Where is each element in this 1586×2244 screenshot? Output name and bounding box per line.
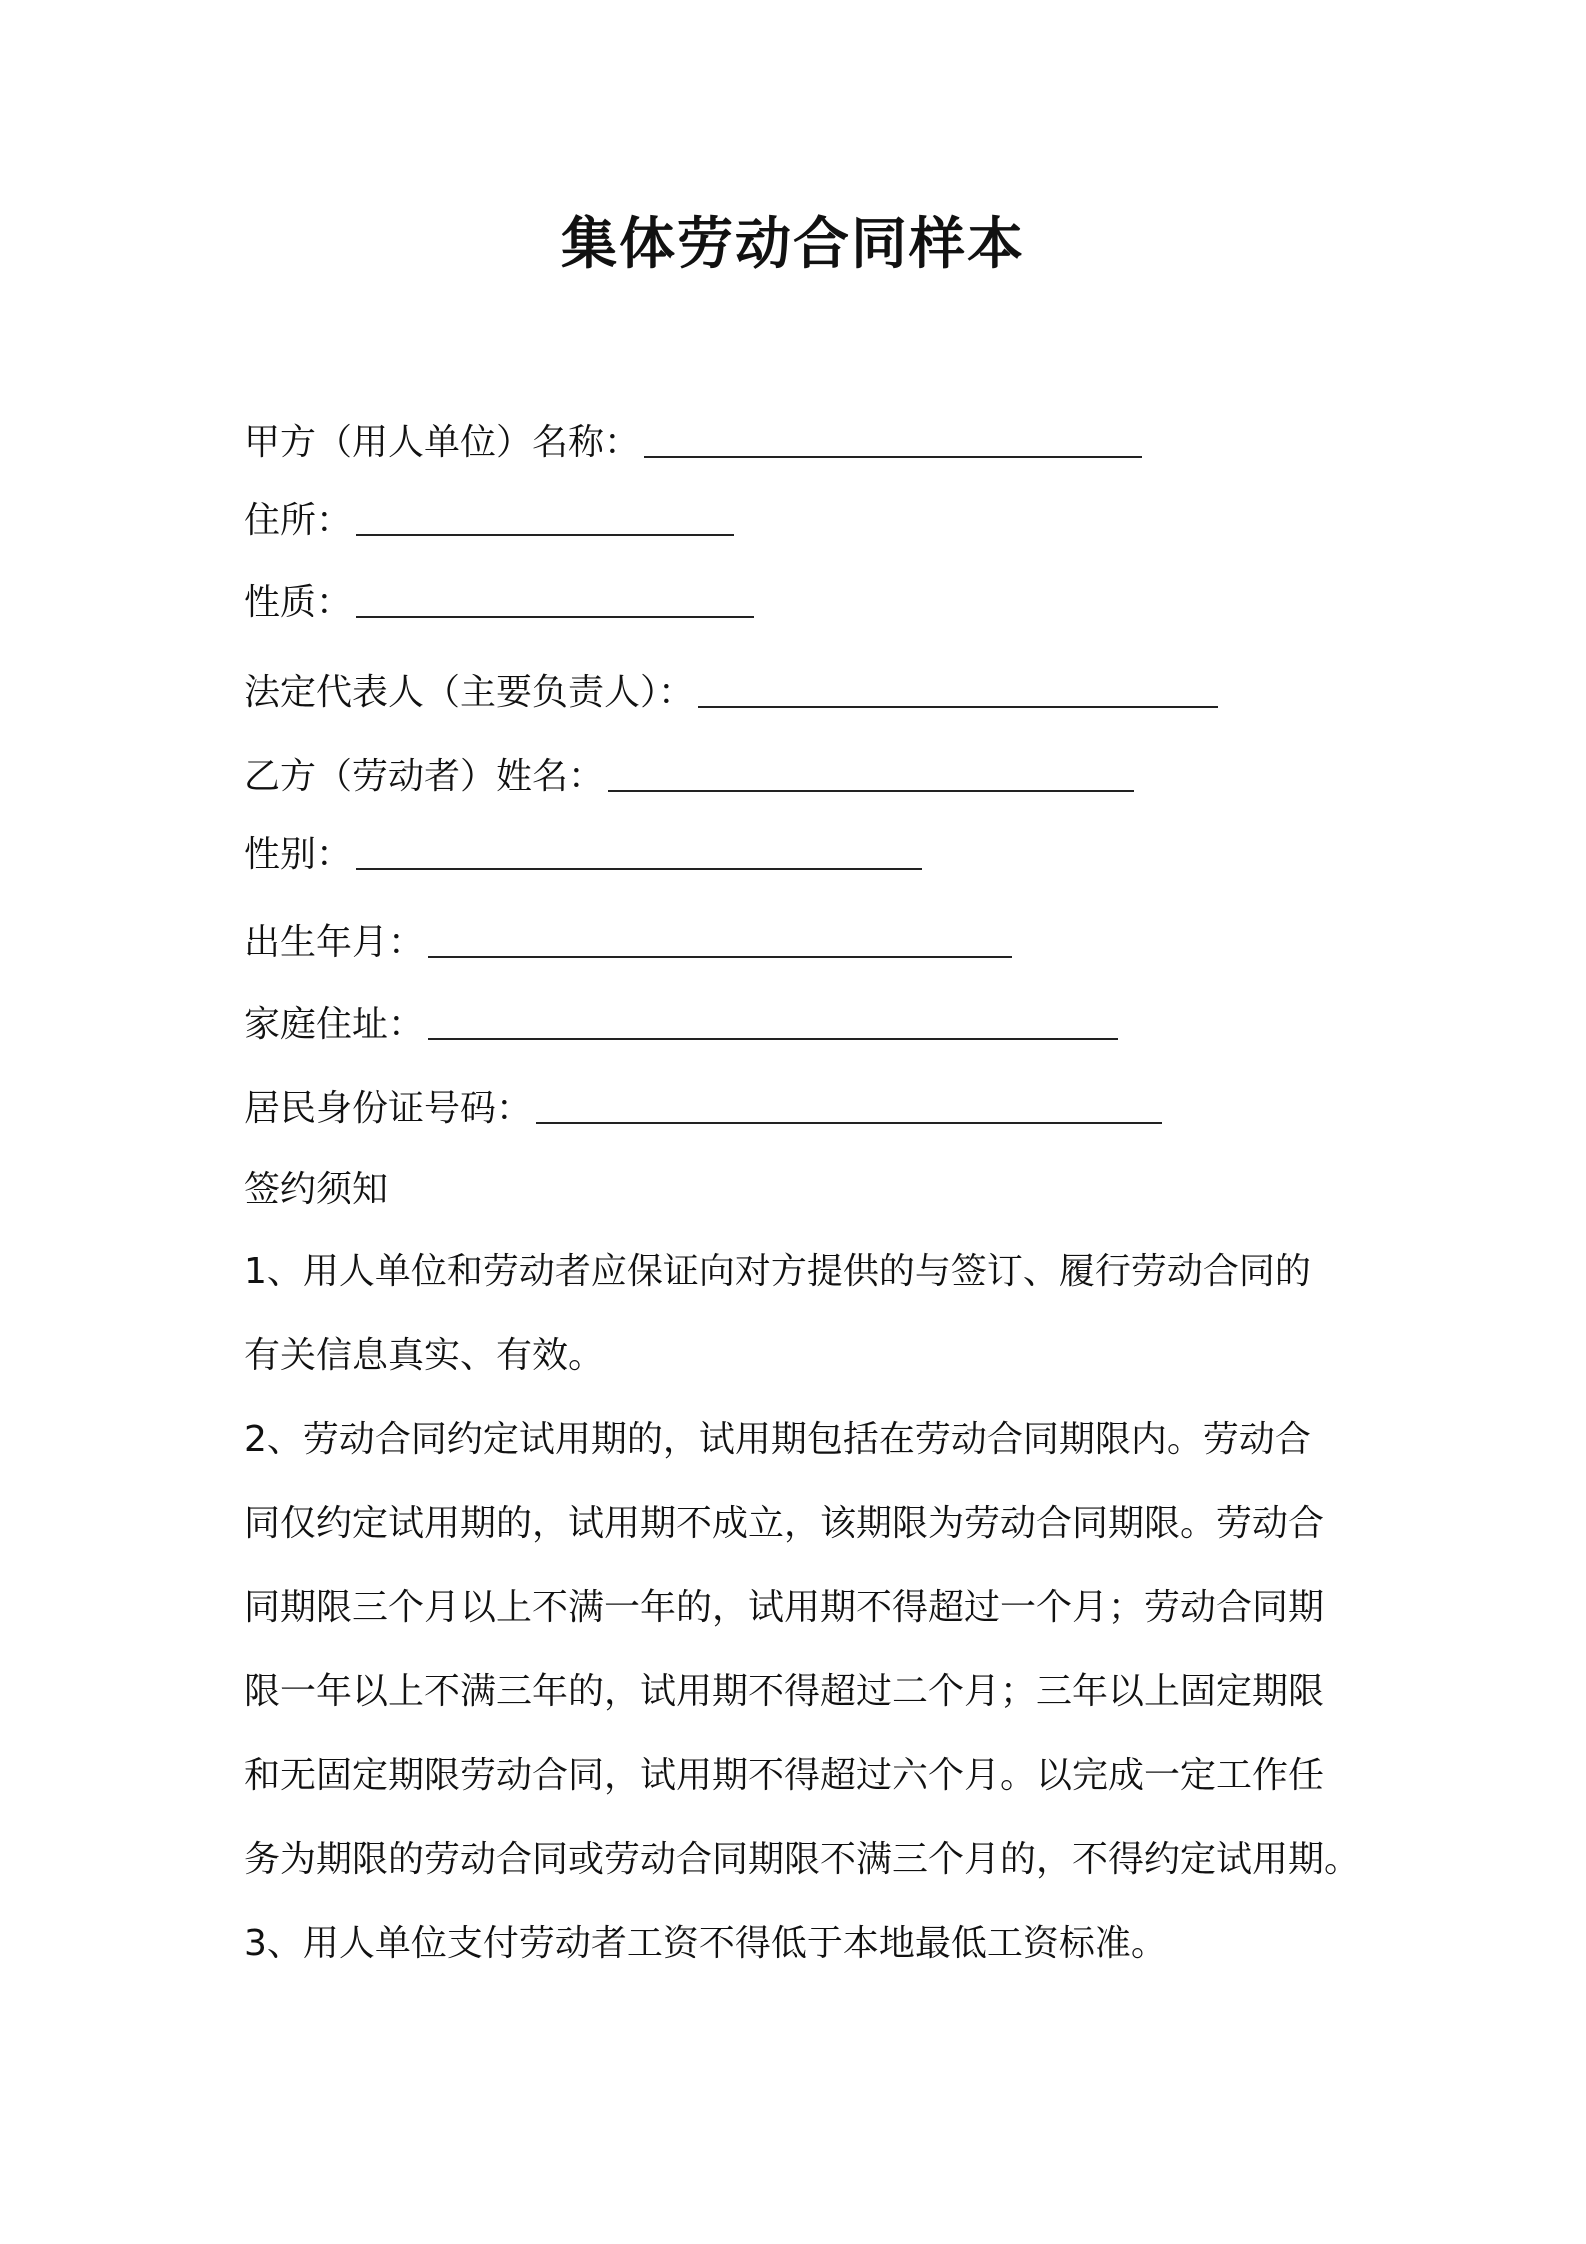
field-label: 居民身份证号码： xyxy=(244,1088,533,1129)
clause-line: 和无固定期限劳动合同，试用期不得超过六个月。以完成一定工作任 xyxy=(244,1755,1325,1796)
clause-2 xyxy=(244,1398,1384,1902)
field-label: 性别： xyxy=(244,834,353,875)
blank-line-employee-name[interactable] xyxy=(608,760,1134,792)
field-label: 甲方（用人单位）名称： xyxy=(244,422,641,463)
blank-line-gender[interactable] xyxy=(356,838,922,870)
blank-line-legal-representative[interactable] xyxy=(698,676,1218,708)
field-address xyxy=(244,496,734,546)
blank-line-birth-date[interactable] xyxy=(428,926,1012,958)
field-employer-name xyxy=(244,418,1142,468)
field-employee-name xyxy=(244,752,1134,802)
field-label: 家庭住址： xyxy=(244,1004,425,1045)
field-id-number xyxy=(244,1084,1162,1134)
field-nature xyxy=(244,578,754,628)
clause-3 xyxy=(244,1902,1384,1986)
clause-line: 务为期限的劳动合同或劳动合同期限不满三个月的，不得约定试用期。 xyxy=(244,1839,1361,1880)
blank-line-nature[interactable] xyxy=(356,586,754,618)
field-label: 住所： xyxy=(244,500,353,541)
clause-line: 1、用人单位和劳动者应保证向对方提供的与签订、履行劳动合同的 xyxy=(244,1251,1311,1292)
field-label: 出生年月： xyxy=(244,922,425,963)
blank-line-home-address[interactable] xyxy=(428,1008,1118,1040)
notice-heading: 签约须知 xyxy=(244,1169,389,1210)
document-title: 集体劳动合同样本 xyxy=(561,212,1025,277)
field-home-address xyxy=(244,1000,1118,1050)
clause-line: 限一年以上不满三年的，试用期不得超过二个月；三年以上固定期限 xyxy=(244,1671,1325,1712)
field-label: 法定代表人（主要负责人）： xyxy=(244,672,695,713)
clause-line: 同仅约定试用期的，试用期不成立，该期限为劳动合同期限。劳动合 xyxy=(244,1503,1325,1544)
field-birth-date xyxy=(244,918,1012,968)
field-label: 乙方（劳动者）姓名： xyxy=(244,756,605,797)
clause-1 xyxy=(244,1230,1384,1398)
field-label: 性质： xyxy=(244,582,353,623)
clause-line: 2、劳动合同约定试用期的，试用期包括在劳动合同期限内。劳动合 xyxy=(244,1419,1311,1460)
clause-line: 同期限三个月以上不满一年的，试用期不得超过一个月；劳动合同期 xyxy=(244,1587,1325,1628)
field-gender xyxy=(244,830,922,880)
clause-line: 有关信息真实、有效。 xyxy=(244,1335,605,1376)
clause-line: 3、用人单位支付劳动者工资不得低于本地最低工资标准。 xyxy=(244,1923,1167,1964)
blank-line-id-number[interactable] xyxy=(536,1092,1162,1124)
field-legal-representative xyxy=(244,668,1218,718)
blank-line-address[interactable] xyxy=(356,504,734,536)
blank-line-employer-name[interactable] xyxy=(644,426,1142,458)
